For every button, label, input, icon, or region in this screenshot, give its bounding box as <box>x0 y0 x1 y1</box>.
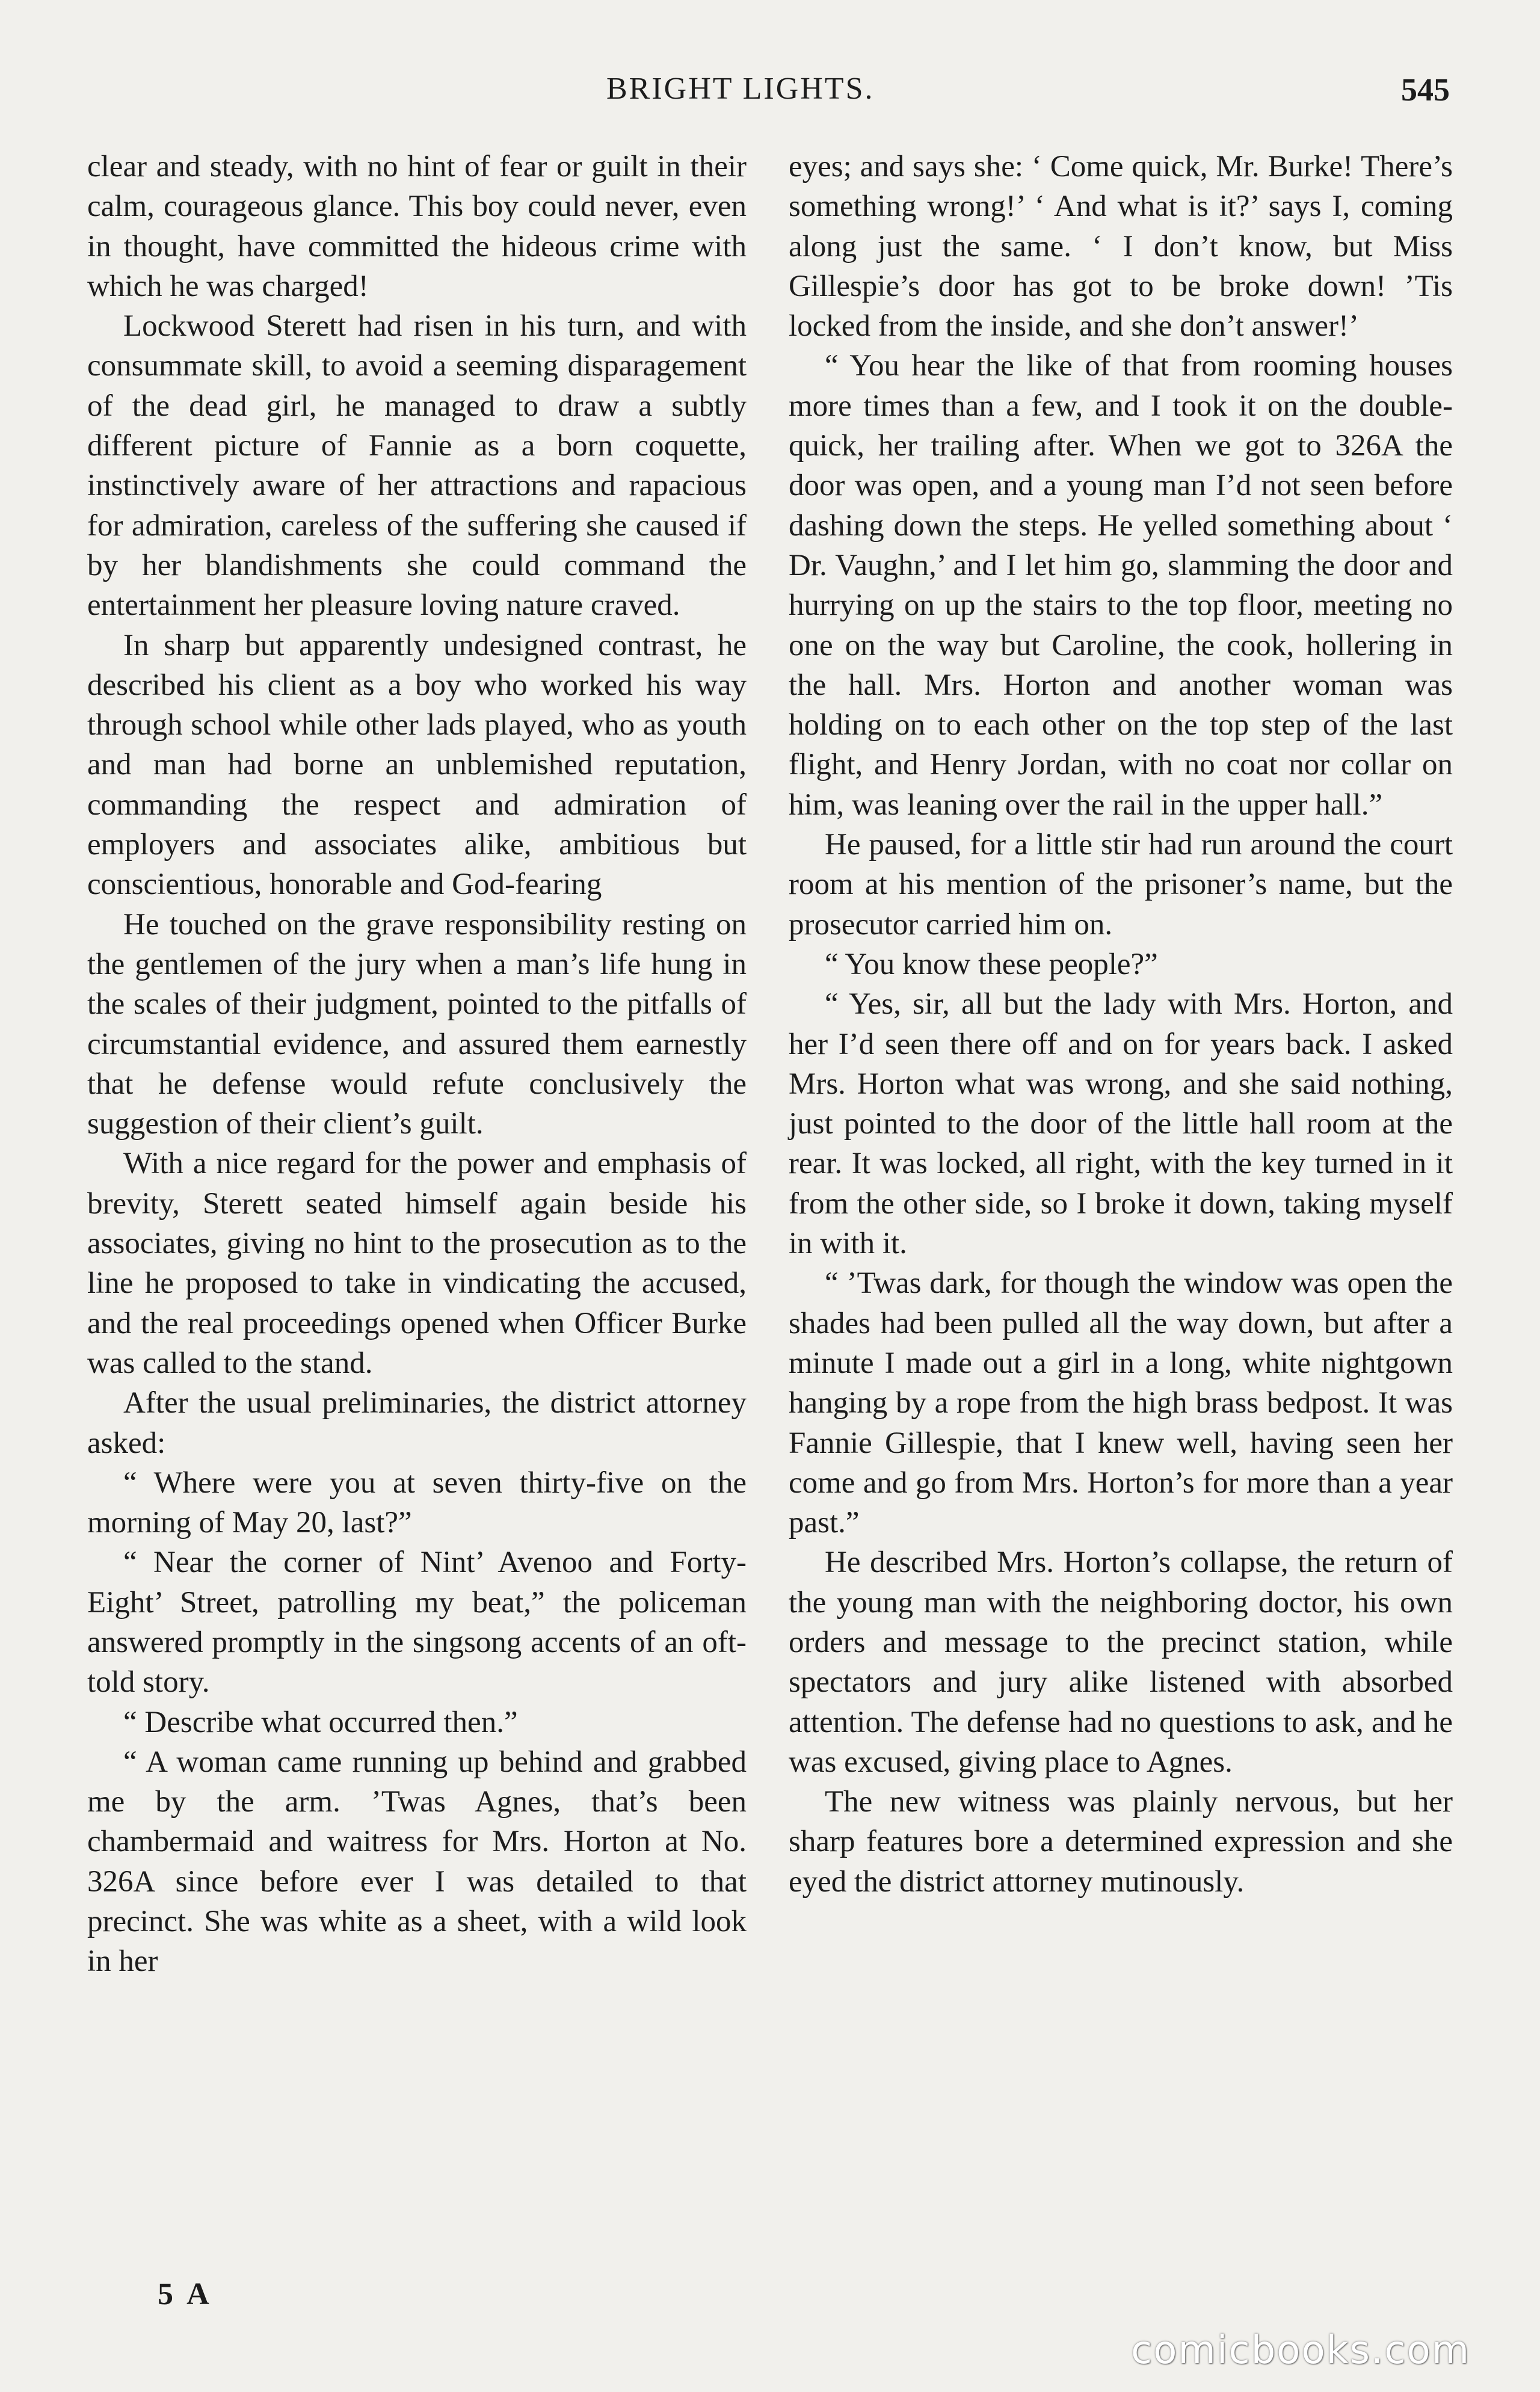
paragraph: The new witness was plainly nervous, but her sharp features bore a determined expression and she eyed the district attorney mutinously. <box>789 1785 1453 1899</box>
paragraph: With a nice regard for the power and emphasis of brevity, Sterett seated himself again beside his associates, giving no hint to the prosecution as to the line he proposed to take in vindicating the accused, and the real proceedings opened when Officer Burke was called to the stand. <box>87 1147 747 1380</box>
paragraph: “ Near the corner of Nint’ Avenoo and Forty-Eight’ Street, patrolling my beat,” the policeman answered promptly in the singsong accents of an oft-told story. <box>87 1546 747 1700</box>
paragraph: “ Yes, sir, all but the lady with Mrs. Horton, and her I’d seen there off and on for years back. I asked Mrs. Horton what was wrong, and she said nothing, just pointed to the door of the little hall room at the rear. It was locked, all right, with the key turned in it from the other side, so I broke it down, taking myself in with it. <box>789 987 1453 1261</box>
paragraph: He described Mrs. Horton’s collapse, the return of the young man with the neighboring doctor, his own orders and message to the precinct station, while spectators and jury alike listened with absorbed attention. The defense had no questions to ask, and he was excused, giving place to Agnes. <box>789 1546 1453 1779</box>
paragraph: “ ’Twas dark, for though the window was open the shades had been pulled all the way down, but after a minute I made out a girl in a long, white nightgown hanging by a rope from the high brass bedpost. It was Fannie Gillespie, that I knew well, having seen her come and go from Mrs. Horton’s for more than a year past.” <box>789 1266 1453 1540</box>
paragraph: “ A woman came running up behind and grabbed me by the arm. ’Twas Agnes, that’s been chambermaid and waitress for Mrs. Horton at No. 326A since before ever I was detailed to that precinct. She was white as a sheet, with a wild look in her <box>87 1745 747 1979</box>
paragraph: clear and steady, with no hint of fear or guilt in their calm, courageous glance. This boy could never, even in thought, have committed the hideous crime with which he was charged! <box>87 150 747 303</box>
paragraph: He paused, for a little stir had run around the court room at his mention of the prisoner’s name, but the prosecutor carried him on. <box>789 828 1453 942</box>
paragraph: After the usual preliminaries, the district attorney asked: <box>87 1386 747 1460</box>
paragraph: “ Where were you at seven thirty-five on the morning of May 20, last?” <box>87 1466 747 1540</box>
paragraph: “ You hear the like of that from rooming houses more times than a few, and I took it on the double-quick, her trailing after. When we got to 326A the door was open, and a young man I’d not seen before dashing down the steps. He yelled something about ‘ Dr. Vaughn,’ and I let him go, slamming the door and hurrying on up the stairs to the top floor, meeting no one on the way but Caroline, the cook, hollering in the hall. Mrs. Horton and another woman was holding on to each other on the top step of the last flight, and Henry Jordan, with no coat nor collar on him, was leaning over the rail in the upper hall.” <box>789 349 1453 822</box>
watermark: comicbooks.com <box>1131 2328 1471 2373</box>
signature-mark: 5 A <box>158 2277 213 2311</box>
paragraph: “ You know these people?” <box>825 947 1158 981</box>
paragraph: He touched on the grave responsibility resting on the gentlemen of the jury when a man’s life hung in the scales of their judgment, pointed to the pitfalls of circumstantial evidence, and assured them earnestly that he defense would refute conclusively the suggestion of their client’s guilt. <box>87 907 747 1141</box>
page-number: 545 <box>1401 72 1450 108</box>
paragraph: eyes; and says she: ‘ Come quick, Mr. Burke! There’s something wrong!’ ‘ And what is it?’ says I, coming along just the same. ‘ I don’t know, but Miss Gillespie’s door has got to be broke down! ’Tis locked from the inside, and she don’t answer!’ <box>789 150 1453 344</box>
paragraph: “ Describe what occurred then.” <box>123 1705 518 1739</box>
paragraph: Lockwood Sterett had risen in his turn, and with consummate skill, to avoid a seeming disparagement of the dead girl, he managed to draw a subtly different picture of Fannie as a born coquette, instinctively aware of her attractions and rapacious for admiration, careless of the suffering she caused if by her blandishments she could command the entertainment her pleasure loving nature craved. <box>87 309 747 623</box>
left-column <box>87 147 747 1982</box>
paragraph: In sharp but apparently undesigned contrast, he described his client as a boy who worked his way through school while other lads played, who as youth and man had borne an unblemished reputation, commanding the respect and admiration of employers and associates alike, ambitious but conscientious, honorable and God-fearing <box>87 628 747 902</box>
running-head: BRIGHT LIGHTS. <box>606 72 875 106</box>
right-column <box>789 147 1453 1902</box>
